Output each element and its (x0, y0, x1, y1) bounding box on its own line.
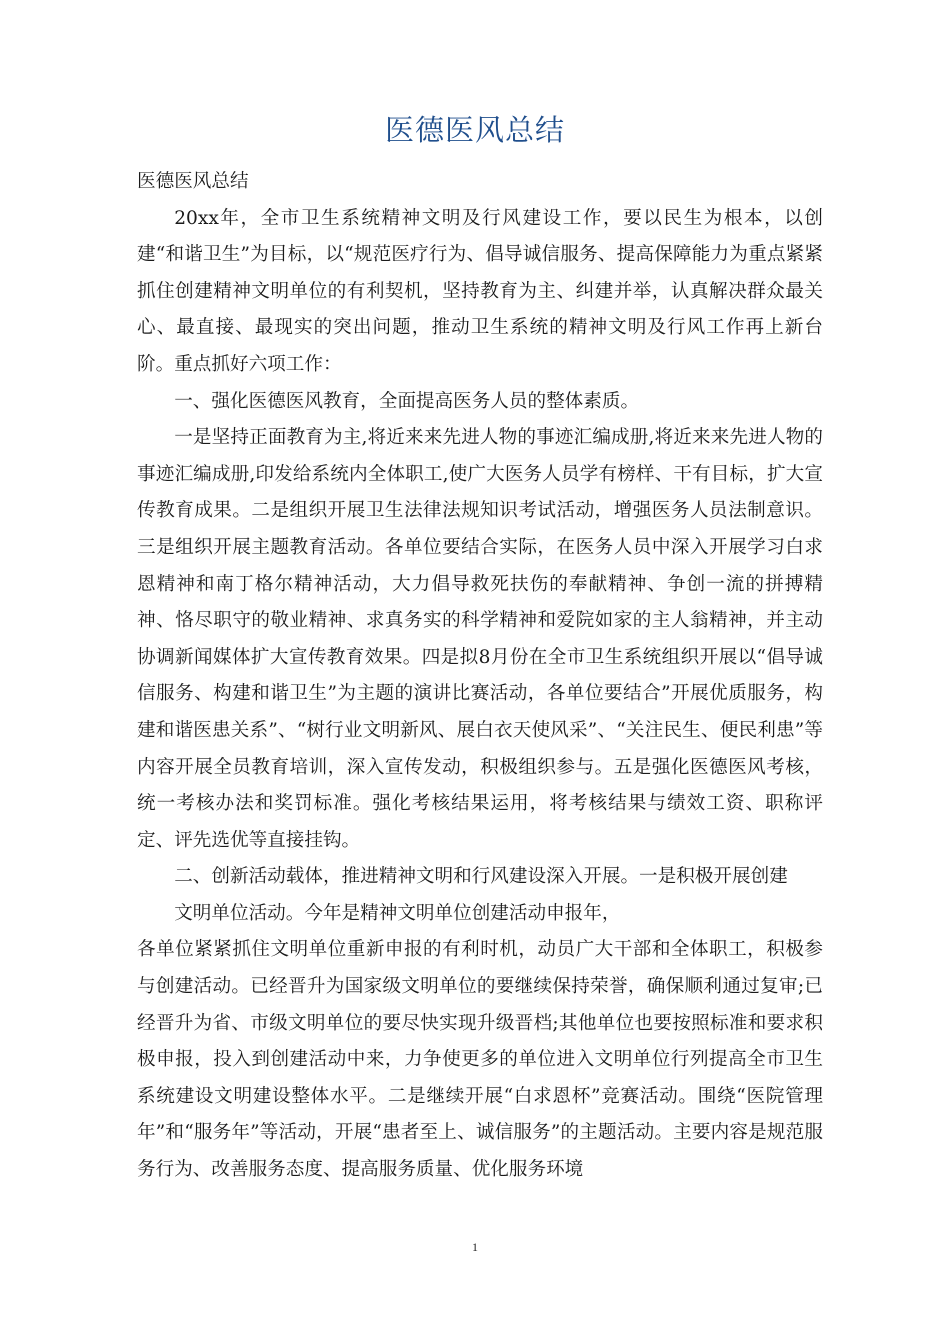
section-heading-1: 一、强化医德医风教育，全面提高医务人员的整体素质。 (174, 390, 640, 412)
document-subtitle: 医德医风总结 (137, 171, 249, 192)
document-title: 医德医风总结 (384, 113, 565, 147)
section-heading-2: 二、创新活动载体，推进精神文明和行风建设深入开展。一是积极开展创建 (174, 866, 788, 888)
paragraph-intro: 20xx年，全市卫生系统精神文明及行风建设工作，要以民生为根本，以创建“和谐卫生”为目标，以“规范医疗行为、倡导诚信服务、提高保障能力为重点紧紧抓住创建精神文明单位的有利契机，坚持教育为主、纠建并举，认真解决群众最关心、最直接、最现实的突出问题，推动卫生系统的精神文明及行风工作再上新台阶。重点抓好六项工作： (137, 207, 823, 375)
paragraph-section-2-line: 文明单位活动。今年是精神文明单位创建活动申报年， (174, 902, 621, 924)
page-number: 1 (472, 1240, 478, 1254)
paragraph-section-1: 一是坚持正面教育为主,将近来来先进人物的事迹汇编成册,将近来来先进人物的事迹汇编成册,印发给系统内全体职工,使广大医务人员学有榜样、干有目标，扩大宣传教育成果。二是组织开展卫生法律法规知识考试活动，增强医务人员法制意识。三是组织开展主题教育活动。各单位要结合实际，在医务人员中深入开展学习白求恩精神和南丁格尔精神活动，大力倡导救死扶伤的奉献精神、争创一流的拼搏精神、恪尽职守的敬业精神、求真务实的科学精神和爱院如家的主人翁精神，并主动协调新闻媒体扩大宣传教育效果。四是拟8月份在全市卫生系统组织开展以“倡导诚信服务、构建和谐卫生”为主题的演讲比赛活动，各单位要结合”开展优质服务，构建和谐医患关系”、“树行业文明新风、展白衣天使风采”、“关注民生、便民利患”等内容开展全员教育培训，深入宣传发动，积极组织参与。五是强化医德医风考核，统一考核办法和奖罚标准。强化考核结果运用，将考核结果与绩效工资、职称评定、评先选优等直接挂钩。 (137, 427, 823, 851)
document-body (137, 164, 823, 1189)
paragraph-section-2: 各单位紧紧抓住文明单位重新申报的有利时机，动员广大干部和全体职工，积极参与创建活动。已经晋升为国家级文明单位的要继续保持荣誉，确保顺利通过复审;已经晋升为省、市级文明单位的要尽快实现升级晋档;其他单位也要按照标准和要求积极申报，投入到创建活动中来，力争使更多的单位进入文明单位行列提高全市卫生系统建设文明建设整体水平。二是继续开展“白求恩杯”竞赛活动。围绕“医院管理年”和“服务年”等活动，开展“患者至上、诚信服务”的主题活动。主要内容是规范服务行为、改善服务态度、提高服务质量、优化服务环境 (137, 939, 823, 1181)
